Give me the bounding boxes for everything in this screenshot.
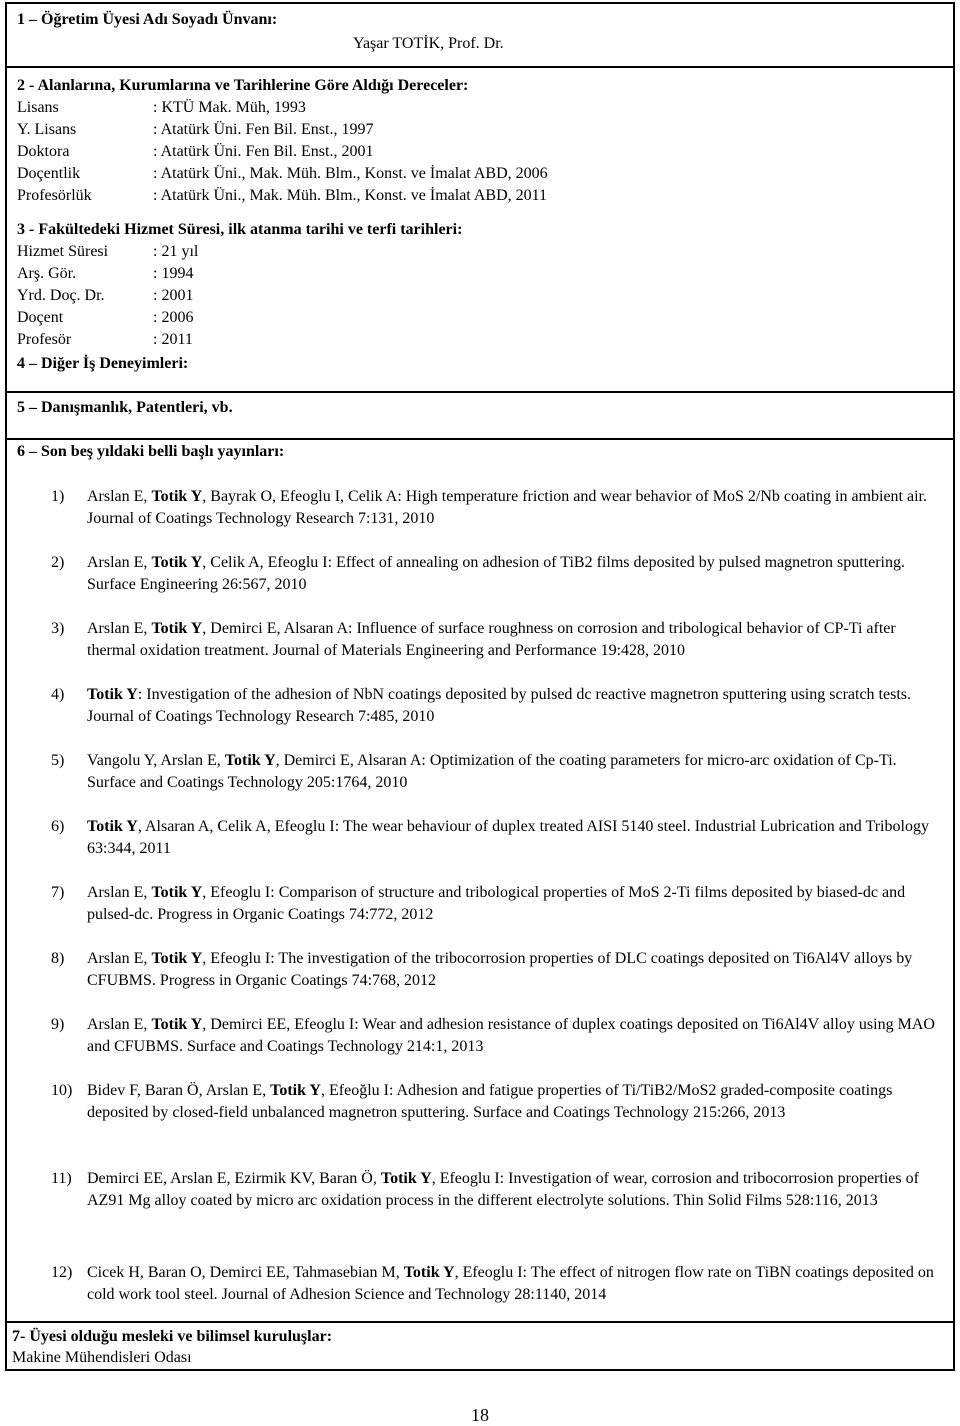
service-label: Yrd. Doç. Dr. [17, 287, 105, 304]
publication-text: , Demirci E, Alsaran A: Influence of surface roughness on corrosion and tribological behavior of CP-Ti after thermal oxidation treatment. Journal of Materials Engineering and Performance 19:428, 2010 [87, 620, 896, 659]
publication-number: 10) [51, 1082, 73, 1099]
publication-item [51, 1014, 941, 1058]
publication-authors-pre: Arslan E, [87, 554, 152, 571]
publication-highlight-author: Totik Y [380, 1170, 432, 1187]
publication-highlight-author: Totik Y [151, 950, 203, 967]
section-4-heading: 4 – Diğer İş Deneyimleri: [17, 355, 189, 372]
section-1-heading: 1 – Öğretim Üyesi Adı Soyadı Ünvanı: [17, 11, 278, 28]
publication-highlight-author: Totik Y [151, 884, 203, 901]
section-1-box [5, 2, 955, 68]
publication-highlight-author: Totik Y [151, 1016, 203, 1033]
service-row [17, 330, 193, 350]
publication-number: 1) [51, 488, 65, 505]
degree-label: Doçentlik [17, 165, 81, 182]
service-value: : 1994 [153, 265, 194, 282]
degree-label: Lisans [17, 99, 59, 116]
service-row [17, 242, 199, 262]
publication-authors-pre: Cicek H, Baran O, Demirci EE, Tahmasebian M, [87, 1264, 404, 1281]
publication-text: , Alsaran A, Celik A, Efeoglu I: The wear behaviour of duplex treated AISI 5140 steel. Industrial Lubrication and Tribology 63:344, 2011 [87, 818, 929, 857]
publication-item [51, 750, 941, 794]
service-label: Hizmet Süresi [17, 243, 109, 260]
publication-highlight-author: Totik Y [403, 1264, 455, 1281]
publication-highlight-author: Totik Y [151, 488, 203, 505]
publication-number: 4) [51, 686, 65, 703]
publication-item [51, 1168, 941, 1212]
faculty-name: Yaşar TOTİK, Prof. Dr. [353, 35, 504, 52]
publication-item [51, 816, 941, 860]
section-5-box [5, 391, 955, 440]
publication-authors-pre: Arslan E, [87, 884, 152, 901]
publication-text: : Investigation of the adhesion of NbN coatings deposited by pulsed dc reactive magnetron sputtering using scratch tests. Journal of Coatings Technology Research 7:485, 2010 [87, 686, 911, 725]
publication-authors-pre: Arslan E, [87, 950, 152, 967]
publication-text: , Demirci EE, Efeoglu I: Wear and adhesion resistance of duplex coatings deposited on Ti6Al4V alloy using MAO and CFUBMS. Surface and Coatings Technology 214:1, 2013 [87, 1016, 935, 1055]
degree-row [17, 120, 374, 140]
service-value: : 21 yıl [153, 243, 199, 260]
publication-text: , Efeoglu I: Comparison of structure and tribological properties of MoS 2-Ti films deposited by biased-dc and pulsed-dc. Progress in Organic Coatings 74:772, 2012 [87, 884, 906, 923]
publication-number: 9) [51, 1016, 65, 1033]
membership-value: Makine Mühendisleri Odası [12, 1349, 192, 1366]
section-6-heading: 6 – Son beş yıldaki belli başlı yayınları: [17, 443, 285, 460]
publication-authors-pre: Arslan E, [87, 620, 152, 637]
section-3-heading: 3 - Fakültedeki Hizmet Süresi, ilk atanma tarihi ve terfi tarihleri: [17, 221, 463, 238]
section-5-heading: 5 – Danışmanlık, Patentleri, vb. [17, 399, 233, 416]
publication-authors-pre: Arslan E, [87, 488, 152, 505]
service-value: : 2011 [153, 331, 193, 348]
section-2-4-box [5, 66, 955, 393]
service-row [17, 308, 194, 328]
publication-text: , Efeoglu I: The effect of nitrogen flow rate on TiBN coatings deposited on cold work tool steel. Journal of Adhesion Science and Technology 28:1140, 2014 [87, 1264, 934, 1303]
page-number: 18 [471, 1405, 489, 1425]
publication-authors-pre: Vangolu Y, Arslan E, [87, 752, 225, 769]
publication-number: 2) [51, 554, 65, 571]
publication-highlight-author: Totik Y [224, 752, 276, 769]
publication-text: , Efeoglu I: Investigation of wear, corrosion and tribocorrosion properties of AZ91 Mg alloy coated by micro arc oxidation process in the different electrolyte solutions. Thin Solid Films 528:116, 2013 [87, 1170, 919, 1209]
publication-highlight-author: Totik Y [87, 686, 138, 703]
service-label: Arş. Gör. [17, 265, 77, 282]
publication-item [51, 948, 941, 992]
degree-value: : KTÜ Mak. Müh, 1993 [153, 99, 306, 116]
section-6-box [5, 438, 955, 1323]
service-value: : 2001 [153, 287, 194, 304]
publication-highlight-author: Totik Y [87, 818, 138, 835]
publication-item [51, 882, 941, 926]
degree-value: : Atatürk Üni. Fen Bil. Enst., 1997 [153, 121, 374, 138]
publication-text: , Celik A, Efeoglu I: Effect of annealing on adhesion of TiB2 films deposited by pulsed magnetron sputtering. Surface Engineering 26:567, 2010 [87, 554, 905, 593]
publication-text: , Efeoglu I: The investigation of the tribocorrosion properties of DLC coatings deposited on Ti6Al4V alloys by CFUBMS. Progress in Organic Coatings 74:768, 2012 [87, 950, 913, 989]
publication-number: 6) [51, 818, 65, 835]
degree-label: Profesörlük [17, 187, 92, 204]
degree-value: : Atatürk Üni., Mak. Müh. Blm., Konst. ve İmalat ABD, 2011 [153, 187, 548, 204]
degree-row [17, 186, 548, 206]
section-7-heading: 7- Üyesi olduğu mesleki ve bilimsel kuruluşlar: [12, 1328, 333, 1345]
publication-authors-pre: Bidev F, Baran Ö, Arslan E, [87, 1082, 271, 1099]
service-row [17, 286, 194, 306]
publication-item [51, 1262, 941, 1306]
degree-label: Doktora [17, 143, 70, 160]
publication-text: , Demirci E, Alsaran A: Optimization of the coating parameters for micro-arc oxidation of Cp-Ti. Surface and Coatings Technology 205:1764, 2010 [87, 752, 897, 791]
publication-number: 3) [51, 620, 65, 637]
publication-number: 8) [51, 950, 65, 967]
publication-authors-pre: Arslan E, [87, 1016, 152, 1033]
section-2-heading: 2 - Alanlarına, Kurumlarına ve Tarihlerine Göre Aldığı Dereceler: [17, 77, 469, 94]
section-7-box [5, 1321, 955, 1371]
publication-number: 5) [51, 752, 65, 769]
publication-number: 12) [51, 1264, 73, 1281]
publication-authors-pre: Demirci EE, Arslan E, Ezirmik KV, Baran Ö, [87, 1170, 381, 1187]
publication-item [51, 684, 941, 728]
degree-row [17, 164, 548, 184]
service-row [17, 264, 194, 284]
publication-number: 11) [51, 1170, 72, 1187]
degree-label: Y. Lisans [17, 121, 77, 138]
publication-item [51, 1080, 941, 1124]
degree-row [17, 98, 306, 118]
publication-text: , Bayrak O, Efeoglu I, Celik A: High temperature friction and wear behavior of MoS 2/Nb coating in ambient air. Journal of Coatings Technology Research 7:131, 2010 [87, 488, 927, 527]
service-label: Doçent [17, 309, 64, 326]
degree-row [17, 142, 374, 162]
degree-value: : Atatürk Üni. Fen Bil. Enst., 2001 [153, 143, 374, 160]
publication-item [51, 552, 941, 596]
publication-highlight-author: Totik Y [151, 554, 203, 571]
publication-highlight-author: Totik Y [270, 1082, 321, 1099]
publication-item [51, 618, 941, 662]
service-label: Profesör [17, 331, 72, 348]
publication-highlight-author: Totik Y [151, 620, 203, 637]
publication-number: 7) [51, 884, 65, 901]
publication-text: , Efeoğlu I: Adhesion and fatigue properties of Ti/TiB2/MoS2 graded-composite coatings deposited by closed-field unbalanced magnetron sputtering. Surface and Coatings Technology 215:266, 2013 [87, 1082, 893, 1121]
publication-item [51, 486, 941, 530]
degree-value: : Atatürk Üni., Mak. Müh. Blm., Konst. ve İmalat ABD, 2006 [153, 165, 548, 182]
service-value: : 2006 [153, 309, 194, 326]
